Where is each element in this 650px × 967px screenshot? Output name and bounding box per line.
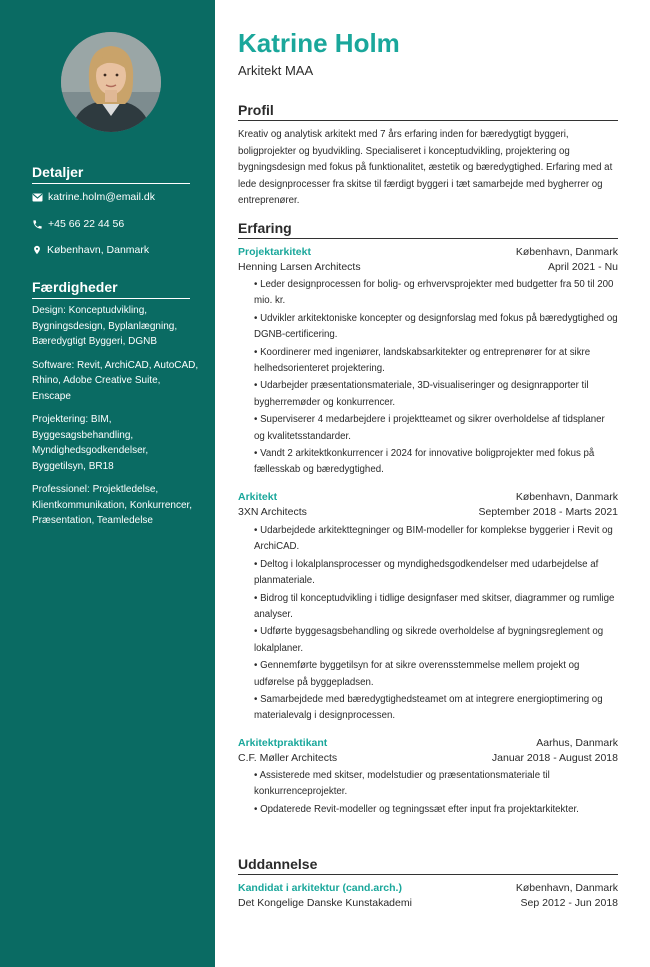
job-header <box>238 245 618 274</box>
bullet-item: • Udarbejder præsentationsmateriale, 3D-visualiseringer og designrapporter til bygherremøder og konkurrencer. <box>254 378 618 411</box>
bullet-item: • Gennemførte byggetilsyn for at sikre overensstemmelse mellem projekt og udførelse på byggepladsen. <box>254 658 618 691</box>
job-location: København, Danmark <box>515 491 618 503</box>
job-dates: Januar 2018 - August 2018 <box>491 751 618 764</box>
job-role: Arkitektpraktikant <box>238 737 328 749</box>
location-contact <box>32 244 202 256</box>
job-dates: April 2021 - Nu <box>547 260 618 273</box>
profile-heading: Profil <box>238 102 618 121</box>
job-company: C.F. Møller Architects <box>238 751 338 764</box>
education-location: København, Danmark <box>515 882 618 894</box>
bullet-item: • Udarbejdede arkitekttegninger og BIM-modeller for komplekse byggerier i Revit og ArchiCAD. <box>254 523 618 556</box>
job-bullets <box>254 768 618 819</box>
skill-item: Professionel: Projektledelse, Klientkommunikation, Konkurrencer, Præsentation, Teamledelse <box>32 484 193 526</box>
job-role: Projektarkitekt <box>238 246 311 258</box>
job-bullets <box>254 523 618 726</box>
bullet-item: • Opdaterede Revit-modeller og tegningssæt efter input fra projektarkitekter. <box>254 802 618 818</box>
bullet-item: • Leder designprocessen for bolig- og erhvervsprojekter med budgetter fra 50 til 200 mio. kr. <box>254 277 618 310</box>
bullet-item: • Udførte byggesagsbehandling og sikrede overholdelse af bygningsreglement og lokalplaner. <box>254 624 618 657</box>
job-location: København, Danmark <box>515 246 618 258</box>
education-heading: Uddannelse <box>238 856 618 875</box>
phone-icon <box>32 219 43 230</box>
location-text: København, Danmark <box>47 244 150 256</box>
skills-list <box>32 303 200 537</box>
skill-item: Design: Konceptudvikling, Bygningsdesign, Byplanlægning, Bæredygtigt Byggeri, DGNB <box>32 305 178 347</box>
education-entry <box>238 881 618 910</box>
phone-contact[interactable] <box>32 218 202 230</box>
bullet-item: • Superviserer 4 medarbejdere i projektteamet og sikrer overholdelse af tidsplaner og kvalitetsstandarder. <box>254 412 618 445</box>
job-company: Henning Larsen Architects <box>238 260 361 273</box>
skills-heading: Færdigheder <box>32 279 190 299</box>
bullet-item: • Koordinerer med ingeniører, landskabsarkitekter og entreprenører for at sikre helhedsorienteret projektering. <box>254 345 618 378</box>
profile-photo <box>61 32 161 132</box>
bullet-item: • Samarbejdede med bæredygtighedsteamet om at integrere energioptimering og materialevalg i designprocessen. <box>254 692 618 725</box>
bullet-item: • Vandt 2 arkitektkonkurrencer i 2024 for innovative boligprojekter med fokus på fællesskab og bæredygtighed. <box>254 446 618 479</box>
job-title: Arkitekt MAA <box>238 63 314 78</box>
person-name: Katrine Holm <box>238 28 400 58</box>
education-dates: Sep 2012 - Jun 2018 <box>520 896 618 909</box>
location-pin-icon <box>32 244 42 256</box>
job-header <box>238 736 618 765</box>
email-contact[interactable] <box>32 191 202 203</box>
bullet-item: • Bidrog til konceptudvikling i tidlige designfaser med skitser, diagrammer og rumlige analyser. <box>254 591 618 624</box>
phone-text: +45 66 22 44 56 <box>48 218 125 230</box>
profile-text: Kreativ og analytisk arkitekt med 7 års erfaring inden for bæredygtigt byggeri, boligprojekter og byudvikling. Specialiseret i konceptudvikling, projektering og bygningsdesign med fokus på funktionalitet, æstetik og bæredygtighed. Erfaring med at lede designprocesser fra skitse til færdigt byggeri i tæt samarbejde med bygherrer og entreprenører. <box>238 129 613 206</box>
sidebar <box>0 0 215 967</box>
job-header <box>238 490 618 519</box>
details-heading: Detaljer <box>32 164 190 184</box>
job-company: 3XN Architects <box>238 505 307 518</box>
job-location: Aarhus, Danmark <box>536 737 618 749</box>
skill-item: Software: Revit, ArchiCAD, AutoCAD, Rhino, Adobe Creative Suite, Enscape <box>32 359 199 402</box>
experience-heading: Erfaring <box>238 220 618 239</box>
bullet-item: • Udvikler arkitektoniske koncepter og designforslag med fokus på bæredygtighed og DGNB-certificering. <box>254 311 618 344</box>
school: Det Kongelige Danske Kunstakademi <box>238 896 412 909</box>
degree: Kandidat i arkitektur (cand.arch.) <box>238 882 402 894</box>
job-bullets <box>254 277 618 480</box>
mail-icon <box>32 193 43 202</box>
job-dates: September 2018 - Marts 2021 <box>478 505 618 518</box>
skill-item: Projektering: BIM, Byggesagsbehandling, Myndighedsgodkendelser, Byggetilsyn, BR18 <box>32 414 149 472</box>
bullet-item: • Assisterede med skitser, modelstudier og præsentationsmateriale til konkurrenceprojekter. <box>254 768 618 801</box>
job-role: Arkitekt <box>238 491 278 503</box>
bullet-item: • Deltog i lokalplansprocesser og myndighedsgodkendelser med udarbejdelse af planmateriale. <box>254 557 618 590</box>
email-text: katrine.holm@email.dk <box>48 191 155 203</box>
